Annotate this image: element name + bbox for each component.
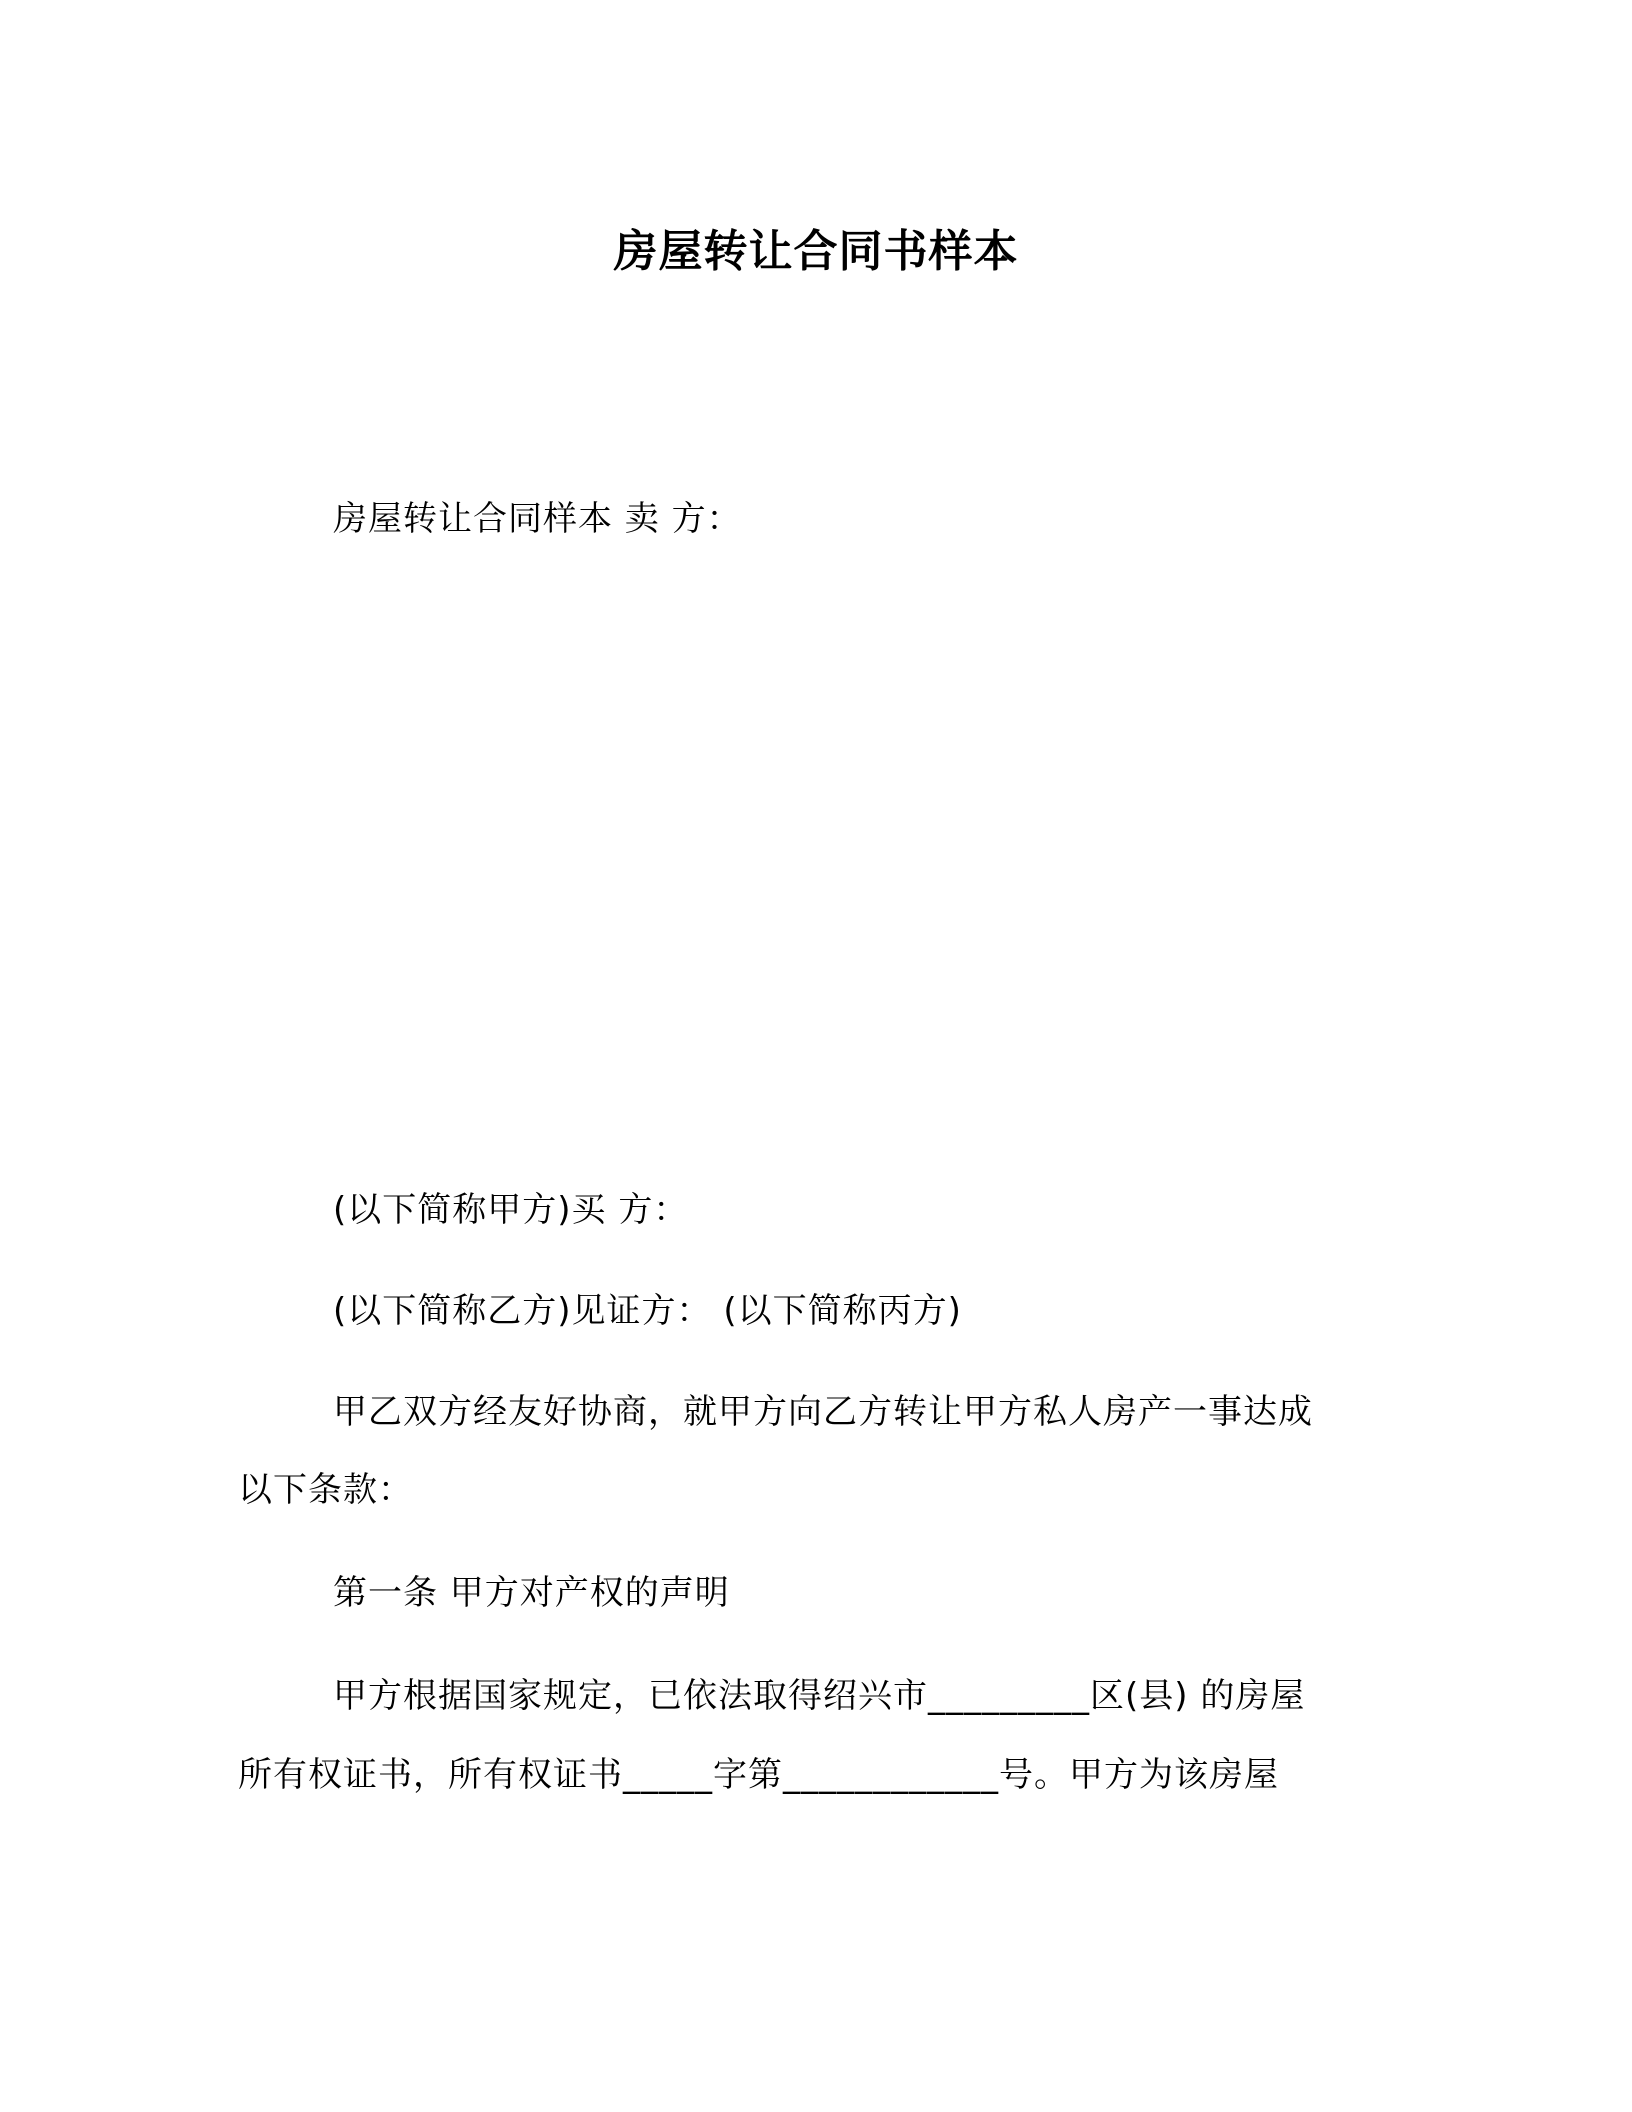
witness-line: (以下简称乙方)见证方： (以下简称丙方) xyxy=(333,1291,962,1331)
buyer-line: (以下简称甲方)买 方： xyxy=(333,1190,689,1230)
agreement-paragraph-line-2: 以下条款： xyxy=(238,1470,413,1510)
agreement-paragraph-line-1: 甲乙双方经友好协商，就甲方向乙方转让甲方私人房产一事达成 xyxy=(333,1392,1313,1432)
document-title: 房屋转让合同书样本 xyxy=(613,226,1019,277)
article-one-paragraph-line-1: 甲方根据国家规定，已依法取得绍兴市_________区(县) 的房屋 xyxy=(333,1676,1306,1716)
article-one-heading: 第一条 甲方对产权的声明 xyxy=(333,1573,730,1613)
seller-line: 房屋转让合同样本 卖 方： xyxy=(333,499,742,539)
article-one-paragraph-line-2: 所有权证书，所有权证书_____字第____________号。甲方为该房屋 xyxy=(238,1755,1279,1795)
